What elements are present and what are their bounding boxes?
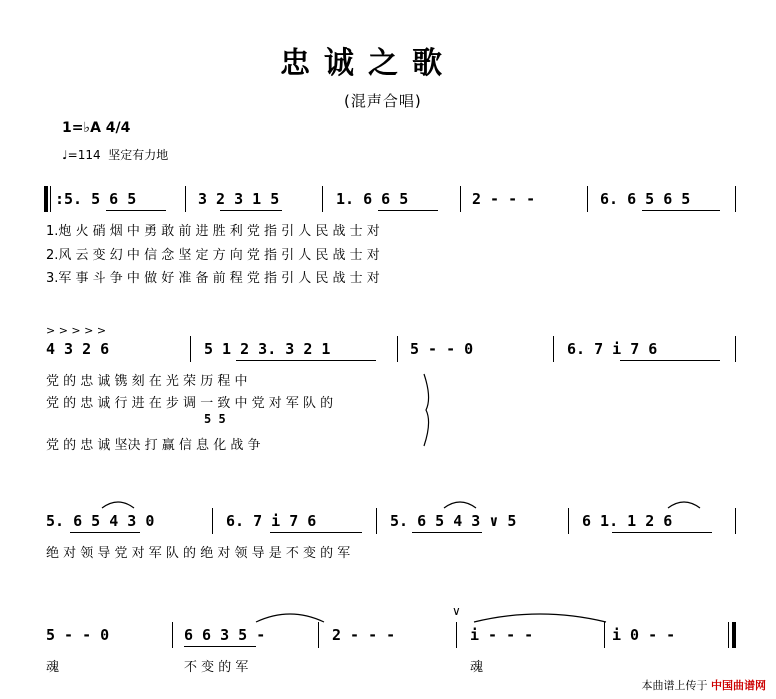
repeat-dots: : <box>55 190 65 208</box>
lyric-line: 魂 <box>46 660 60 675</box>
lyric-verse-1: 党 的 忠 诚 镌 刻 在 光 荣 历 程 中 <box>46 374 248 389</box>
measure: 5 - - 0 <box>46 626 110 644</box>
measure: 6. 7 i 7 6 <box>226 512 317 530</box>
measure: 5. 6 5 4 3 0 <box>46 512 155 530</box>
measure: 6 1. 1 2 6 <box>582 512 673 530</box>
measure: 2 - - - <box>472 190 536 208</box>
breath-mark: ∨ <box>452 604 461 618</box>
measure: 1. 6 6 5 <box>336 190 409 208</box>
measure: 3 2 3 1 5 <box>198 190 280 208</box>
measure: 2 - - - <box>332 626 396 644</box>
measure: 6 6 3 5 - <box>184 626 266 644</box>
expression-text: 坚定有力地 <box>108 148 169 162</box>
measure: 6. 6 5 6 5 <box>600 190 691 208</box>
measure: 4 3 2 6 <box>46 340 110 358</box>
lyric-verse-3: 党 的 忠 诚 坚决 打 赢 信 息 化 战 争 <box>46 438 261 453</box>
lyric-line: 不 变 的 军 <box>184 660 249 675</box>
lyric-line: 绝 对 领 导 党 对 军 队 的 绝 对 领 导 是 不 变 的 军 <box>46 546 351 561</box>
measure: i 0 - - <box>612 626 676 644</box>
lyric-verse-2: 2.风 云 变 幻 中 信 念 坚 定 方 向 党 指 引 人 民 战 士 对 <box>46 248 380 263</box>
measure: 5 - - 0 <box>410 340 474 358</box>
tempo-mark: ♩=114 坚定有力地 <box>62 148 169 162</box>
measure: 5 1 2 3. 3 2 1 <box>204 340 331 358</box>
measure: 6. 7 i 7 6 <box>567 340 658 358</box>
lyric-line: 魂 <box>470 660 484 675</box>
alt-notes: 5 5 <box>204 412 226 426</box>
measure: 5. 6 5 4 3 ∨ 5 <box>390 512 517 530</box>
measure: i - - - <box>470 626 534 644</box>
lyric-verse-3: 3.军 事 斗 争 中 做 好 准 备 前 程 党 指 引 人 民 战 士 对 <box>46 271 380 286</box>
site-logo: 中国曲谱网 <box>711 679 766 692</box>
lyric-verse-2: 党 的 忠 诚 行 进 在 步 调 一 致 中 党 对 军 队 的 <box>46 396 334 411</box>
accent-marks: > > > > > <box>46 324 107 337</box>
song-title: 忠诚之歌 <box>280 46 456 81</box>
quarter-note-icon: ♩ <box>62 148 68 162</box>
subtitle: (混声合唱) <box>344 92 422 110</box>
measure: 5. 5 6 5 <box>64 190 137 208</box>
watermark: 本曲谱上传于 中国曲谱网 <box>641 679 766 692</box>
lyric-verse-1: 1.炮 火 硝 烟 中 勇 敢 前 进 胜 利 党 指 引 人 民 战 士 对 <box>46 224 380 239</box>
key-signature: 1=♭A 4/4 <box>62 120 131 136</box>
